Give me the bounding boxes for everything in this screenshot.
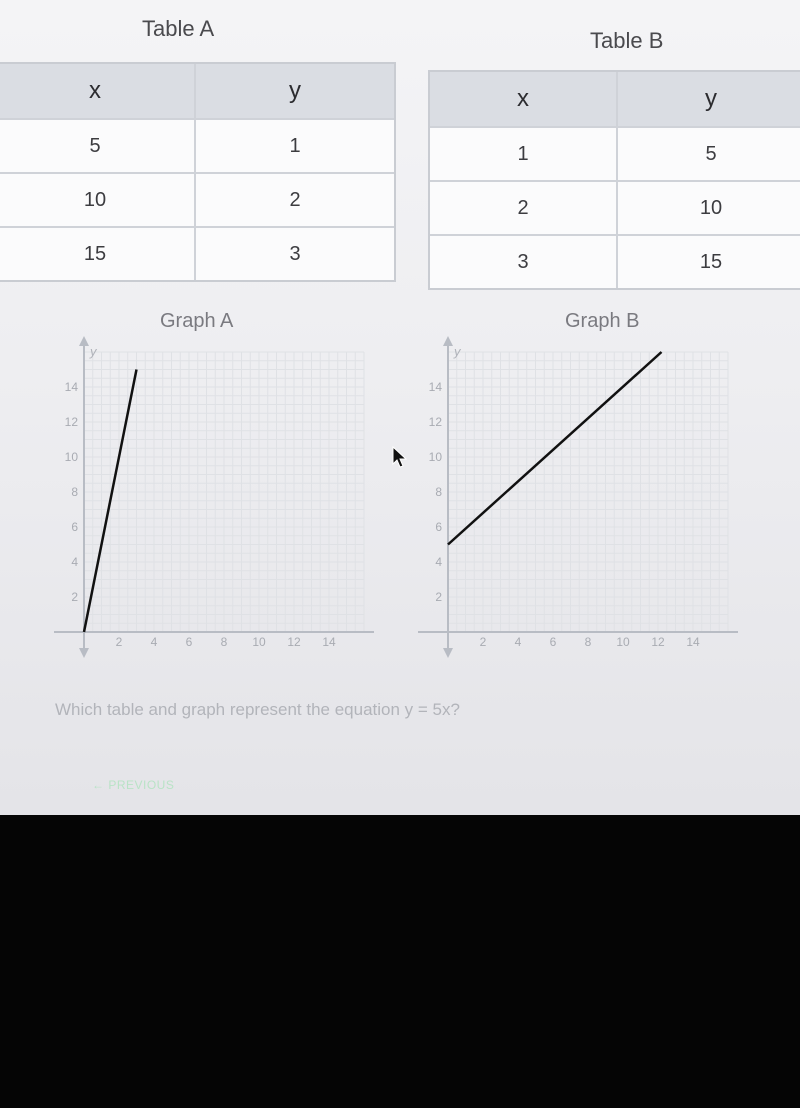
column-header-x: x (89, 77, 101, 104)
y-tick-label: 8 (435, 485, 442, 499)
graph-b-title: Graph B (565, 310, 640, 332)
x-tick-label: 14 (686, 635, 700, 649)
y-tick-label: 10 (64, 450, 78, 464)
x-tick-label: 2 (479, 635, 487, 649)
y-tick-label: 10 (428, 450, 442, 464)
table-cell: 2 (517, 196, 529, 219)
table-cell: 1 (517, 142, 529, 165)
table-cell: 10 (616, 182, 800, 234)
table-a (0, 62, 396, 282)
x-tick-label: 8 (220, 635, 228, 649)
y-axis-arrow-icon (79, 648, 89, 658)
table-cell: 2 (194, 174, 394, 226)
y-tick-label: 12 (428, 415, 442, 429)
x-tick-label: 6 (185, 635, 193, 649)
table-cell: 15 (83, 242, 107, 265)
table-b (428, 70, 800, 290)
y-tick-label: 14 (64, 380, 78, 394)
y-axis-arrow-icon (79, 336, 89, 346)
y-axis-arrow-icon (443, 648, 453, 658)
y-tick-label: 4 (435, 555, 442, 569)
table-row (0, 118, 394, 172)
table-row (430, 126, 800, 180)
y-tick-label: 6 (71, 520, 78, 534)
column-header-x: x (517, 85, 529, 112)
x-tick-label: 14 (322, 635, 336, 649)
x-tick-label: 4 (150, 635, 158, 649)
graph-a (0, 330, 390, 660)
table-row (0, 226, 394, 280)
previous-button[interactable]: ← PREVIOUS (92, 778, 175, 792)
x-tick-label: 12 (287, 635, 301, 649)
column-header-y: y (616, 72, 800, 126)
table-header-row (430, 72, 800, 126)
graph-b (410, 330, 800, 660)
y-tick-label: 14 (428, 380, 442, 394)
table-row (430, 234, 800, 288)
table-cell: 3 (517, 250, 529, 273)
table-cell: 15 (616, 236, 800, 288)
table-a-title: Table A (142, 16, 215, 41)
x-tick-label: 2 (115, 635, 123, 649)
y-axis-label: y (90, 344, 97, 359)
mouse-cursor-icon (392, 446, 410, 470)
table-cell: 5 (616, 128, 800, 180)
y-tick-label: 4 (71, 555, 78, 569)
y-axis-arrow-icon (443, 336, 453, 346)
y-tick-label: 2 (435, 590, 442, 604)
y-tick-label: 8 (71, 485, 78, 499)
graph-a-title: Graph A (160, 310, 234, 332)
y-axis-label: y (454, 344, 461, 359)
y-tick-label: 12 (64, 415, 78, 429)
y-tick-label: 2 (71, 590, 78, 604)
table-row (0, 172, 394, 226)
table-row (430, 180, 800, 234)
x-tick-label: 10 (616, 635, 630, 649)
x-tick-label: 12 (651, 635, 665, 649)
x-tick-label: 8 (584, 635, 592, 649)
x-tick-label: 6 (549, 635, 557, 649)
table-b-title: Table B (590, 28, 664, 53)
x-tick-label: 10 (252, 635, 266, 649)
column-header-y: y (194, 64, 394, 118)
table-cell: 5 (89, 134, 101, 157)
table-cell: 10 (83, 188, 107, 211)
x-tick-label: 4 (514, 635, 522, 649)
y-tick-label: 6 (435, 520, 442, 534)
question-text: Which table and graph represent the equation y = 5x? (55, 700, 460, 719)
table-cell: 1 (194, 120, 394, 172)
table-cell: 3 (194, 228, 394, 280)
table-header-row (0, 64, 394, 118)
